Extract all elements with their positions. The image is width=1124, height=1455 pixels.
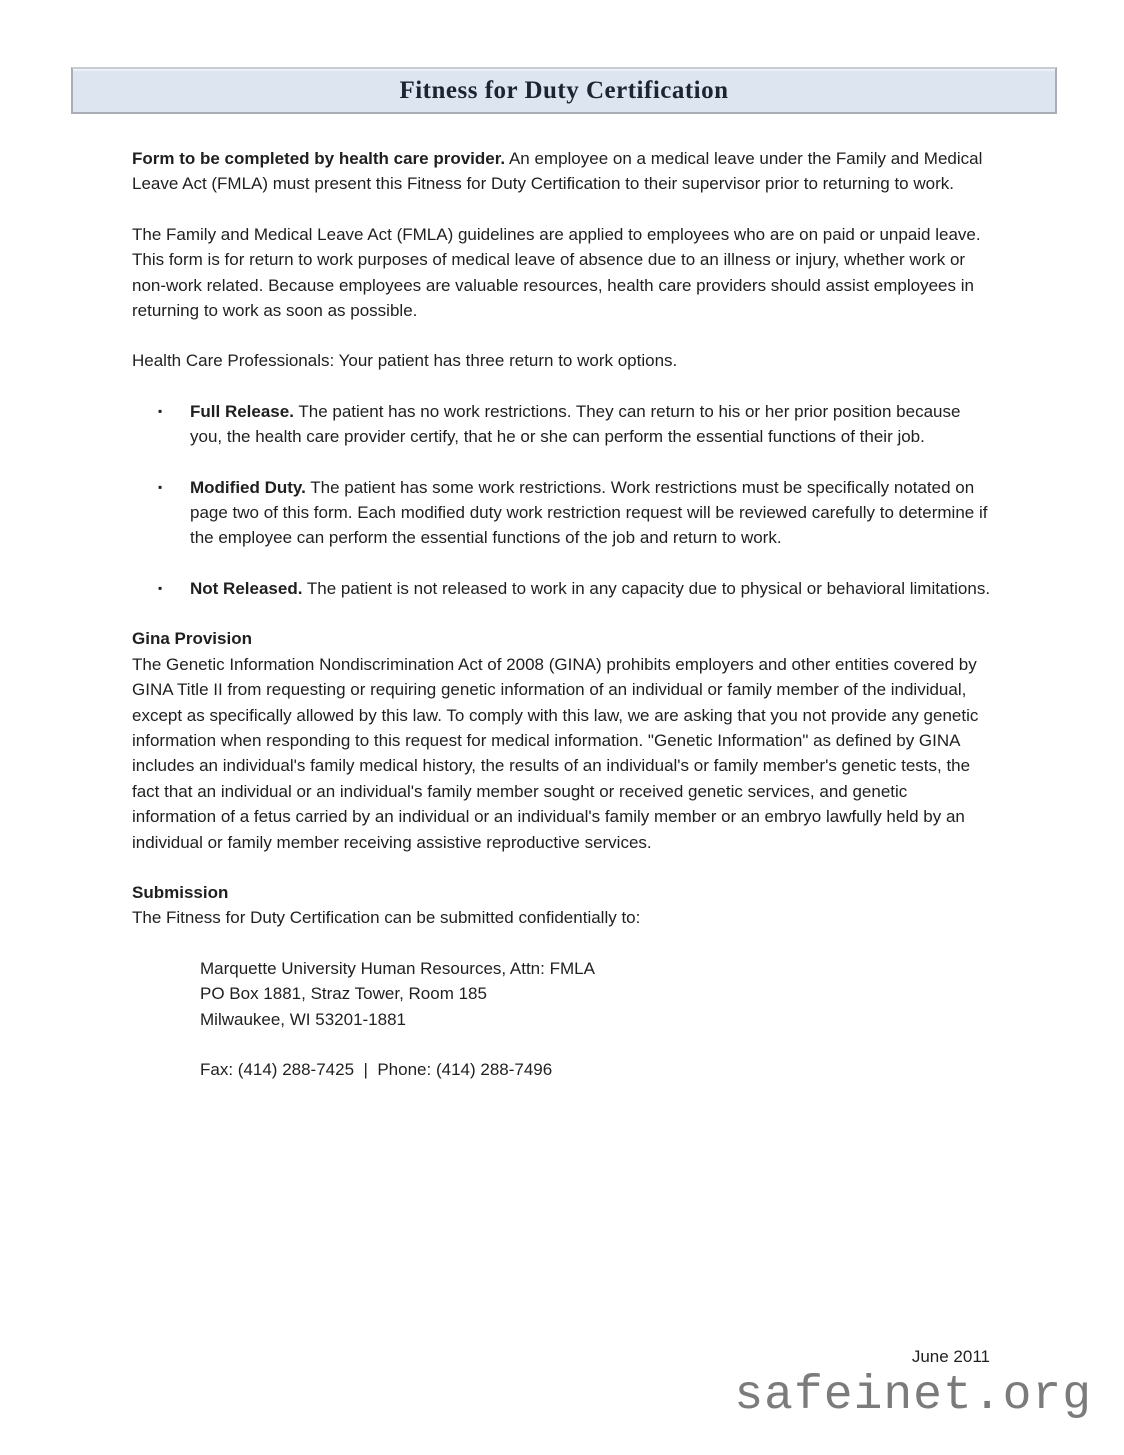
list-item-text [190, 475, 992, 551]
bullet-square-icon: ▪ [158, 403, 163, 418]
intro-paragraph [132, 146, 992, 197]
option-description: The patient has no work restrictions. They can return to his or her prior position because you, the health care provider certify, that he or she can perform the essential functions of their job. [190, 401, 961, 447]
fmla-guidelines-paragraph: The Family and Medical Leave Act (FMLA) guidelines are applied to employees who are on paid or unpaid leave. This form is for return to work purposes of medical leave of absence due to an illness or injury, whether work or non-work related. Because employees are valuable resources, health care providers should assist employees in returning to work as soon as possible. [132, 224, 981, 321]
submission-intro-line: The Fitness for Duty Certification can be submitted confidentially to: [132, 908, 641, 928]
return-to-work-options-list [132, 399, 992, 601]
intro-lead-bold: Form to be completed by health care provider. [132, 149, 506, 168]
revision-date: June 2011 [911, 1347, 990, 1366]
address-line-recipient: Marquette University Human Resources, Attn: FMLA [200, 958, 595, 978]
intro-text: An employee on a medical leave under the Family and Medical Leave Act (FMLA) must present this Fitness for Duty Certification to their supervisor prior to returning to work. [132, 149, 983, 194]
bullet-square-icon: ▪ [158, 479, 163, 494]
gina-provision-paragraph: The Genetic Information Nondiscrimination Act of 2008 (GINA) prohibits employers and other entities covered by GINA Title II from requesting or requiring genetic information of an individual or family member of the individual, except as specifically allowed by this law. To comply with this law, we are asking that you not provide any genetic information when responding to this request for medical information. "Genetic Information" as defined by GINA includes an individual's family medical history, the results of an individual's or family member's genetic tests, the fact that an individual or an individual's family member sought or received genetic services, and genetic information of a fetus carried by an individual or an individual's family member or an embryo lawfully held by an individual or family member receiving assistive reproductive services. [132, 654, 979, 852]
address-line-street: PO Box 1881, Straz Tower, Room 185 [200, 984, 487, 1004]
list-item-modified-duty [132, 475, 992, 551]
list-item-not-released [132, 576, 992, 601]
submission-address-block [200, 956, 992, 1032]
option-description: The patient has some work restrictions. Work restrictions must be specifically notated on page two of this form. Each modified duty work restriction request will be reviewed carefully to determine if the employee can perform the essential functions of the job and return to work. [190, 477, 988, 548]
option-label: Full Release. [190, 401, 294, 421]
document-body [132, 113, 992, 1082]
document-title-bar [71, 67, 1057, 114]
fax-phone-line: Fax: (414) 288-7425 | Phone: (414) 288-7496 [200, 1059, 553, 1079]
list-item-text [190, 399, 992, 450]
list-item-full-release [132, 399, 992, 450]
list-item-text [190, 576, 992, 601]
bullet-square-icon: ▪ [158, 580, 163, 595]
option-label: Modified Duty. [190, 477, 306, 497]
page-title: Fitness for Duty Certification [399, 76, 729, 104]
address-line-city: Milwaukee, WI 53201-1881 [200, 1009, 407, 1029]
gina-provision-heading: Gina Provision [132, 629, 252, 649]
safeinet-watermark: safeinet.org [734, 1369, 1092, 1423]
options-intro-line: Health Care Professionals: Your patient has three return to work options. [132, 351, 678, 371]
submission-heading: Submission [132, 882, 229, 902]
option-label: Not Released. [190, 578, 303, 598]
option-description: The patient is not released to work in any capacity due to physical or behavioral limitations. [302, 578, 991, 598]
